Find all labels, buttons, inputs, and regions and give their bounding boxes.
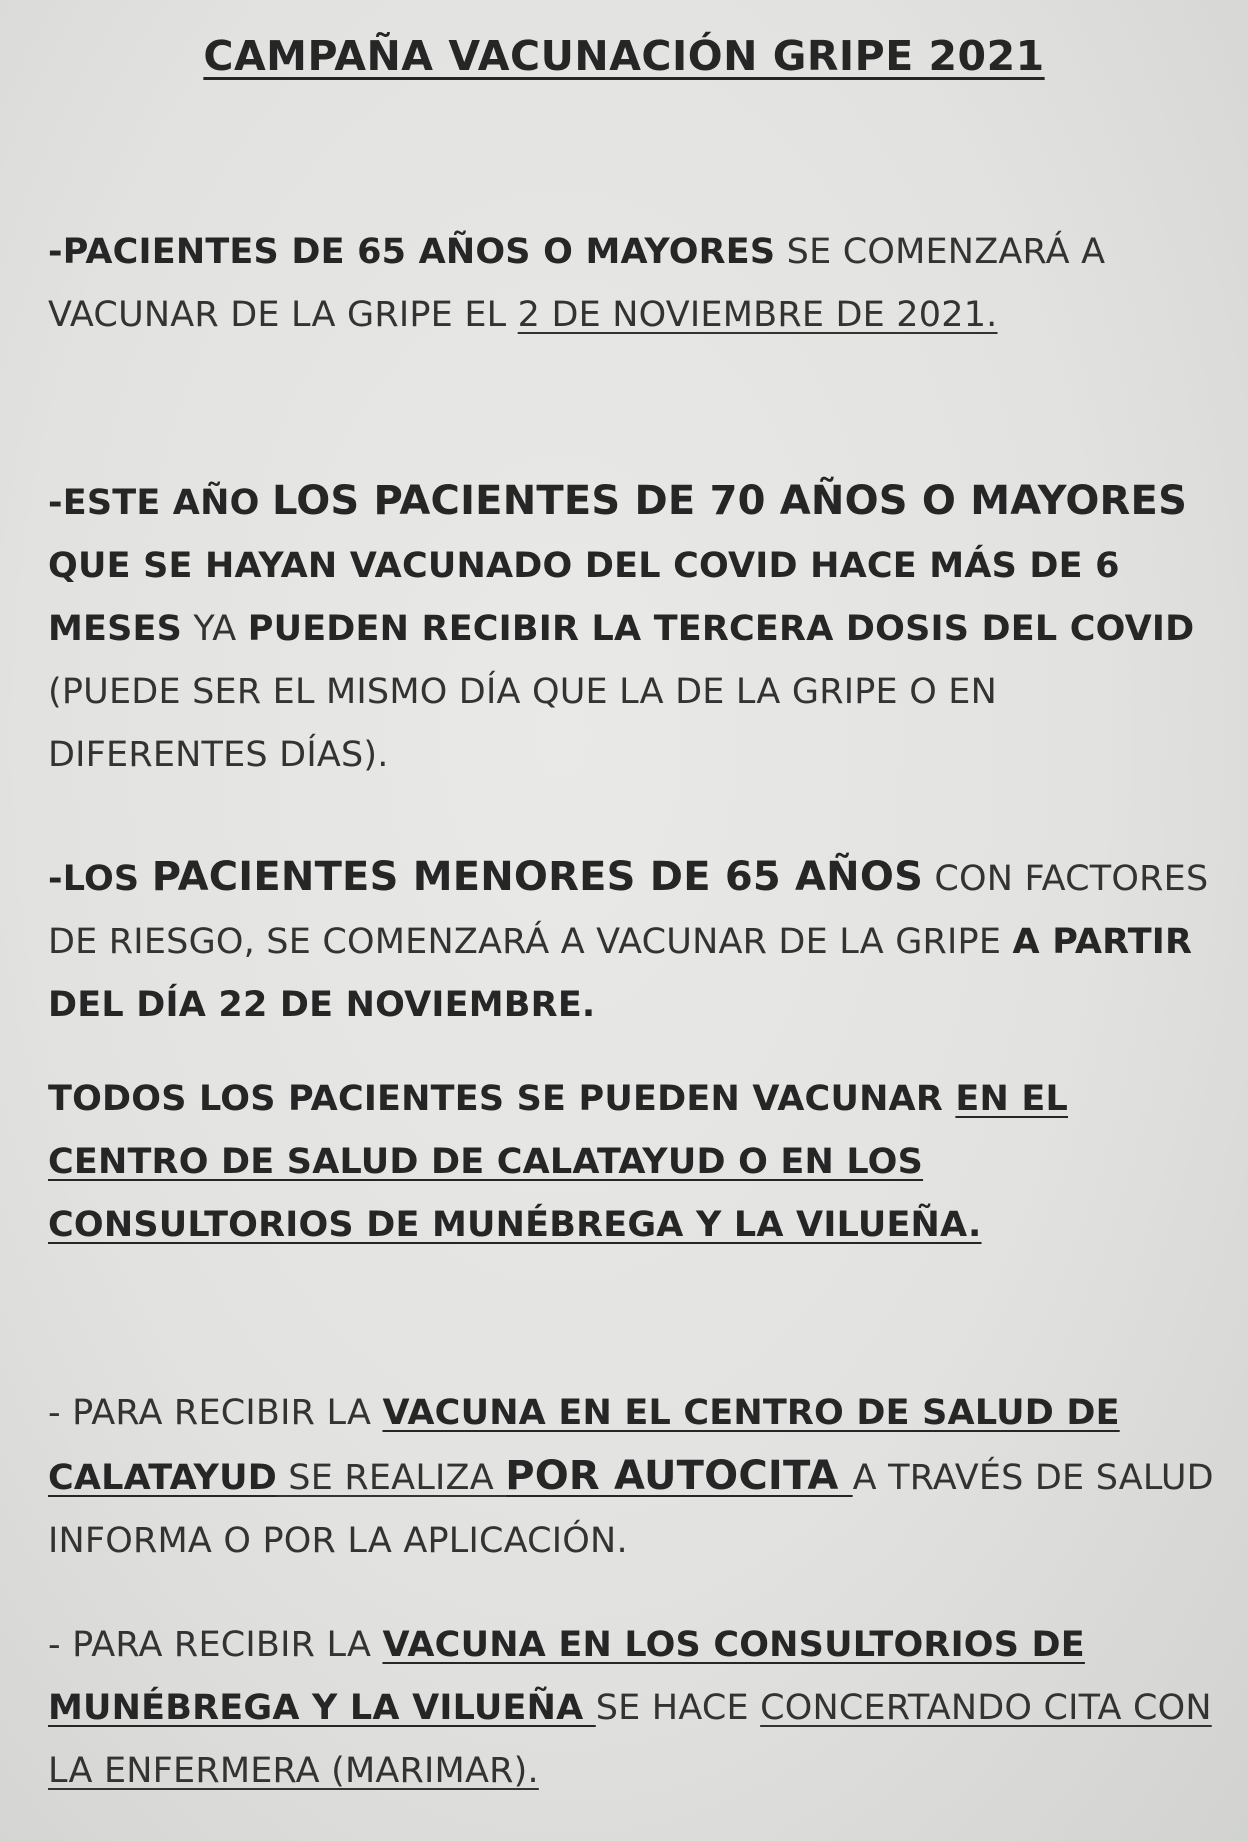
p1-bold: -PACIENTES DE 65 AÑOS O MAYORES	[48, 232, 776, 272]
p1-date: 2 DE NOVIEMBRE DE 2021.	[517, 295, 998, 335]
paragraph-over-70	[48, 470, 1228, 787]
p5-lead: - PARA RECIBIR LA	[48, 1393, 383, 1433]
p3-text: CON FACTORES DE RIESGO, SE COMENZARÁ A VACUNAR DE LA GRIPE	[48, 859, 1209, 962]
paragraph-consultorios-booking	[48, 1614, 1228, 1803]
p3-group: PACIENTES MENORES DE 65 AÑOS	[151, 854, 924, 900]
title-text: CAMPAÑA VACUNACIÓN GRIPE 2021	[203, 32, 1045, 80]
p4-locations: EN EL CENTRO DE SALUD DE CALATAYUD O EN LOS CONSULTORIOS DE MUNÉBREGA Y LA VILUEÑA.	[48, 1079, 1068, 1245]
p4-lead: TODOS LOS PACIENTES SE PUEDEN VACUNAR	[48, 1079, 956, 1119]
notice-title	[0, 32, 1248, 80]
p2-condition: QUE SE HAYAN VACUNADO DEL COVID HACE MÁS DE 6 MESES	[48, 546, 1120, 649]
p3-date: A PARTIR DEL DÍA 22 DE NOVIEMBRE.	[48, 922, 1193, 1025]
p2-note: (PUEDE SER EL MISMO DÍA QUE LA DE LA GRIPE O EN DIFERENTES DÍAS).	[48, 672, 997, 775]
p5-channel: A TRAVÉS DE SALUD INFORMA O POR LA APLICACIÓN.	[48, 1458, 1214, 1561]
paragraph-calatayud-booking	[48, 1382, 1228, 1573]
p6-nurse: CONCERTANDO CITA CON LA ENFERMERA (MARIMAR).	[48, 1688, 1212, 1791]
p6-lead: - PARA RECIBIR LA	[48, 1625, 383, 1665]
p5-text: SE REALIZA	[276, 1458, 506, 1498]
p2-lead: -ESTE AÑO	[48, 483, 272, 523]
p2-third-dose: PUEDEN RECIBIR LA TERCERA DOSIS DEL COVID	[247, 609, 1195, 649]
paragraph-over-65	[48, 221, 1228, 347]
p2-ya: YA	[182, 609, 248, 649]
p5-autocita: POR AUTOCITA	[505, 1453, 853, 1499]
p5-center: VACUNA EN EL CENTRO DE SALUD DE CALATAYUD	[48, 1393, 1120, 1498]
p2-group: LOS PACIENTES DE 70 AÑOS O MAYORES	[271, 478, 1188, 524]
p1-text: SE COMENZARÁ A VACUNAR DE LA GRIPE EL	[48, 232, 1106, 335]
p6-consultorios: VACUNA EN LOS CONSULTORIOS DE MUNÉBREGA Y LA VILUEÑA	[48, 1625, 1085, 1728]
p3-lead: -LOS	[48, 859, 152, 899]
paragraph-locations	[48, 1068, 1228, 1257]
p6-text: SE HACE	[595, 1688, 761, 1728]
paragraph-under-65	[48, 846, 1228, 1037]
